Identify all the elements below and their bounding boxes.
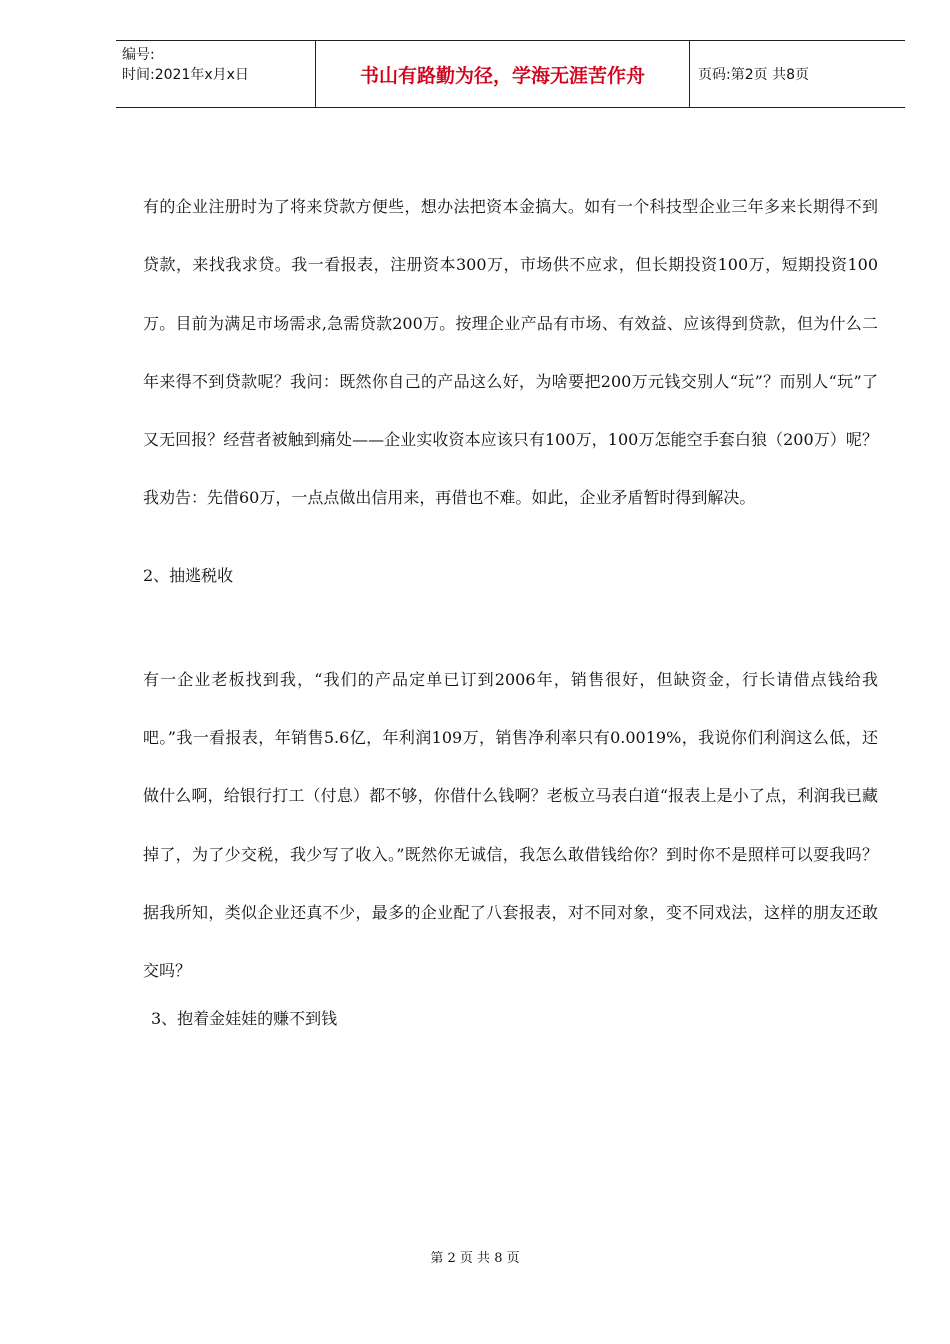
section-heading-no-profit: 3、抱着金娃娃的赚不到钱	[151, 1008, 338, 1028]
number-label: 编号:	[122, 47, 155, 63]
section-heading-tax-evasion: 2、抽逃税收	[143, 565, 234, 585]
time-label: 时间:2021年x月x日	[122, 67, 249, 83]
header-motto: 书山有路勤为径，学海无涯苦作舟	[359, 64, 645, 87]
header-page-info: 页码:第2页 共8页	[698, 67, 809, 83]
page-footer: 第 2 页 共 8 页	[430, 1251, 520, 1266]
header-meta	[122, 45, 249, 85]
paragraph-tax-evasion: 有一企业老板找到我，“我们的产品定单已订到2006年，销售很好，但缺资金，行长请借点钱给我吧。”我一看报表，年销售5.6亿，年利润109万，销售净利率只有0.0019%，我说你们利润这么低，还做什么啊，给银行打工（付息）都不够，你借什么钱啊？老板立马表白道“报表上是小了点，利润我已藏掉了，为了少交税，我少写了收入。”既然你无诚信，我怎么敢借钱给你？到时你不是照样可以耍我吗？据我所知，类似企业还真不少，最多的企业配了八套报表，对不同对象，变不同戏法，这样的朋友还敢交吗？	[143, 669, 878, 981]
paragraph-registered-capital: 有的企业注册时为了将来贷款方便些，想办法把资本金搞大。如有一个科技型企业三年多来长期得不到贷款，来找我求贷。我一看报表，注册资本300万，市场供不应求，但长期投资100万，短期投资100万。目前为满足市场需求,急需贷款200万。按理企业产品有市场、有效益、应该得到贷款，但为什么二年来得不到贷款呢？我问：既然你自己的产品这么好，为啥要把200万元钱交别人“玩”？而别人“玩”了又无回报？经营者被触到痛处——企业实收资本应该只有100万，100万怎能空手套白狼（200万）呢？我劝告：先借60万，一点点做出信用来，再借也不难。如此，企业矛盾暂时得到解决。	[143, 197, 878, 508]
page-header	[116, 40, 905, 108]
document-body	[143, 178, 878, 1031]
header-divider-right	[689, 41, 690, 107]
